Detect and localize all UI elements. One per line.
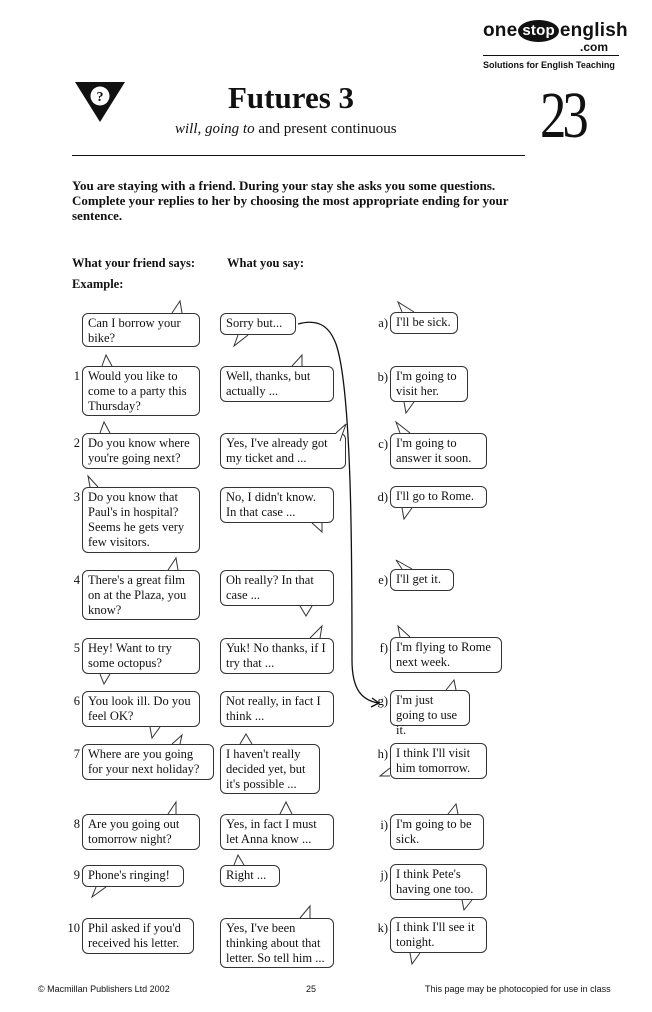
you-bubble: Right ... xyxy=(220,865,280,887)
friend-bubble: You look ill. Do you feel OK? xyxy=(82,691,200,727)
you-bubble: Oh really? In that case ... xyxy=(220,570,334,606)
you-bubble: I haven't really decided yet, but it's possible ... xyxy=(220,744,320,794)
ending-bubble: I'll get it. xyxy=(390,569,454,591)
question-number: 6 xyxy=(73,694,80,708)
speech-tail xyxy=(240,734,252,744)
column-head-friend: What your friend says: xyxy=(72,256,196,270)
brand-part-english: english xyxy=(559,20,628,41)
footer-copyright: © Macmillan Publishers Ltd 2002 xyxy=(38,984,170,994)
ending-bubble: I'm flying to Rome next week. xyxy=(390,637,502,673)
ending-bubble: I'm just going to use it. xyxy=(390,690,470,726)
friend-bubble: Where are you going for your next holiday? xyxy=(82,744,214,780)
speech-tail xyxy=(172,735,182,744)
page-title: Futures 3 xyxy=(228,80,355,115)
speech-tail xyxy=(410,953,420,964)
brand-part-one: one xyxy=(483,20,518,41)
you-bubble: Yes, I've been thinking about that letter. So tell him ... xyxy=(220,918,334,968)
question-number: 2 xyxy=(73,436,80,450)
footer-page-number: 25 xyxy=(306,984,317,994)
ending-letter: a) xyxy=(378,316,388,330)
question-number: 7 xyxy=(73,747,80,761)
ending-bubble: I'll go to Rome. xyxy=(390,486,487,508)
example-friend-bubble: Can I borrow your bike? xyxy=(82,313,200,347)
brand-divider xyxy=(483,55,619,56)
speech-tail xyxy=(234,335,248,346)
speech-tail xyxy=(300,906,310,918)
brand-domain: .com xyxy=(580,40,609,54)
friend-bubble: Do you know that Paul's in hospital? Seems he gets very few visitors. xyxy=(82,487,200,553)
speech-tail xyxy=(280,802,292,814)
speech-tail xyxy=(292,355,302,366)
ending-letter: g) xyxy=(377,694,388,708)
subtitle-rest: and present continuous xyxy=(254,121,397,137)
speech-tail xyxy=(446,680,456,690)
speech-tail xyxy=(396,422,410,433)
ending-bubble: I'm going to answer it soon. xyxy=(390,433,487,469)
speech-tail xyxy=(300,606,312,616)
ending-letter: k) xyxy=(377,921,388,935)
page-subtitle xyxy=(175,121,397,138)
friend-bubble: Hey! Want to try some octopus? xyxy=(82,638,200,674)
friend-bubble: Do you know where you're going next? xyxy=(82,433,200,469)
ending-letter: d) xyxy=(377,490,388,504)
speech-tail xyxy=(396,560,412,569)
speech-tail xyxy=(92,887,106,897)
subtitle-emphasis: will, going to xyxy=(175,121,255,137)
ending-letter: h) xyxy=(377,747,388,761)
speech-tail xyxy=(402,508,412,519)
speech-tail xyxy=(310,626,322,638)
speech-tail xyxy=(380,768,390,776)
instructions: You are staying with a friend. During your stay she asks you some questions. Complete your replies to her by choosing the most appropriate ending for your sentence. xyxy=(72,178,509,223)
brand-logo xyxy=(483,20,628,42)
ending-letter: j) xyxy=(380,868,388,882)
speech-tail xyxy=(88,476,98,487)
speech-tail xyxy=(312,523,322,532)
speech-tail xyxy=(448,804,458,814)
ending-letter: e) xyxy=(378,573,388,587)
question-number: 9 xyxy=(73,868,80,882)
question-number: 1 xyxy=(73,369,80,383)
you-bubble: No, I didn't know. In that case ... xyxy=(220,487,334,523)
brand-tagline: Solutions for English Teaching xyxy=(483,60,615,70)
speech-tail xyxy=(150,727,160,738)
speech-tail xyxy=(100,422,110,433)
speech-tail xyxy=(172,301,182,313)
ending-letter: b) xyxy=(377,370,388,384)
question-glyph: ? xyxy=(96,90,104,105)
column-head-you: What you say: xyxy=(227,256,305,270)
ending-bubble: I think Pete's having one too. xyxy=(390,864,487,900)
friend-bubble: Phone's ringing! xyxy=(82,865,184,887)
question-number: 4 xyxy=(73,573,80,587)
you-bubble: Yes, in fact I must let Anna know ... xyxy=(220,814,334,850)
question-number: 3 xyxy=(73,490,80,504)
ending-bubble: I think I'll see it tonight. xyxy=(390,917,487,953)
ending-bubble: I'm going to be sick. xyxy=(390,814,484,850)
speech-tail xyxy=(404,402,414,413)
ending-bubble: I'll be sick. xyxy=(390,312,458,334)
speech-tail xyxy=(168,558,178,570)
you-bubble: Not really, in fact I think ... xyxy=(220,691,334,727)
speech-tail xyxy=(398,302,414,312)
speech-tail xyxy=(102,355,112,366)
footer-photocopy-note: This page may be photocopied for use in class xyxy=(425,984,611,994)
ending-bubble: I think I'll visit him tomorrow. xyxy=(390,743,487,779)
question-triangle-icon xyxy=(75,82,125,122)
friend-bubble: There's a great film on at the Plaza, you know? xyxy=(82,570,200,620)
example-you-bubble: Sorry but... xyxy=(220,313,296,335)
brand-part-stop: stop xyxy=(518,20,558,42)
you-bubble: Well, thanks, but actually ... xyxy=(220,366,334,402)
friend-bubble: Are you going out tomorrow night? xyxy=(82,814,200,850)
question-number: 10 xyxy=(67,921,80,935)
ending-letter: f) xyxy=(379,641,388,655)
question-number: 8 xyxy=(73,817,80,831)
friend-bubble: Phil asked if you'd received his letter. xyxy=(82,918,194,954)
example-label: Example: xyxy=(72,277,124,291)
ending-letter: i) xyxy=(380,818,388,832)
speech-tail xyxy=(100,674,110,684)
ending-letter: c) xyxy=(378,437,388,451)
friend-bubble: Would you like to come to a party this Thursday? xyxy=(82,366,200,416)
speech-tail xyxy=(462,900,472,910)
speech-tail xyxy=(234,855,244,865)
you-bubble: Yuk! No thanks, if I try that ... xyxy=(220,638,334,674)
ending-bubble: I'm going to visit her. xyxy=(390,366,468,402)
question-number: 5 xyxy=(73,641,80,655)
speech-tail xyxy=(168,802,176,814)
speech-tail xyxy=(398,626,410,637)
you-bubble: Yes, I've already got my ticket and ... xyxy=(220,433,346,469)
header-divider xyxy=(72,155,525,156)
unit-number: 23 xyxy=(540,79,585,152)
